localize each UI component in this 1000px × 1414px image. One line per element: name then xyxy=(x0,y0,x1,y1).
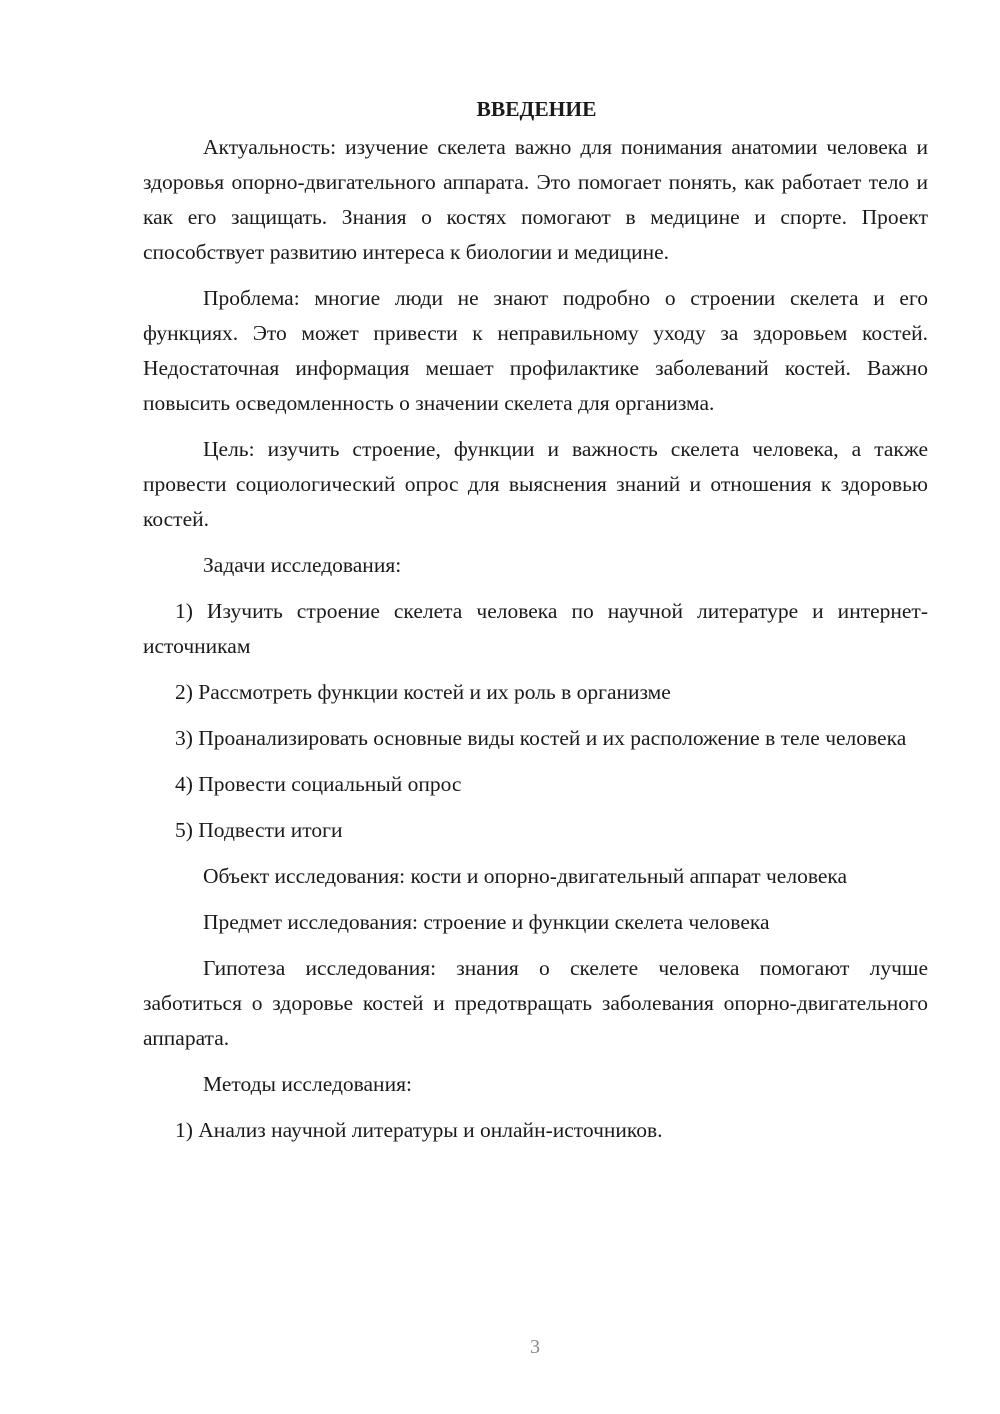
task-item-4: 4) Провести социальный опрос xyxy=(175,772,462,796)
section-title: ВВЕДЕНИЕ xyxy=(476,97,597,121)
research-subject: Предмет исследования: строение и функции скелета человека xyxy=(203,910,770,934)
task-item-1: 1) Изучить строение скелета человека по научной литературе и интернет-источникам xyxy=(143,599,928,658)
task-item-5: 5) Подвести итоги xyxy=(175,818,343,842)
task-item-2: 2) Рассмотреть функции костей и их роль в организме xyxy=(175,680,671,704)
page-number: 3 xyxy=(530,1336,540,1358)
paragraph-goal: Цель: изучить строение, функции и важность скелета человека, а также провести социологический опрос для выяснения знаний и отношения к здоровью костей. xyxy=(143,437,928,531)
methods-heading: Методы исследования: xyxy=(203,1072,412,1096)
tasks-heading: Задачи исследования: xyxy=(203,553,402,577)
paragraph-relevance: Актуальность: изучение скелета важно для понимания анатомии человека и здоровья опорно-двигательного аппарата. Это помогает понять, как работает тело и как его защищать. Знания о костях помогают в медицине и спорте. Проект способствует развитию интереса к биологии и медицине. xyxy=(143,135,928,264)
paragraph-problem: Проблема: многие люди не знают подробно о строении скелета и его функциях. Это может привести к неправильному уходу за здоровьем костей. Недостаточная информация мешает профилактике заболеваний костей. Важно повысить осведомленность о значении скелета для организма. xyxy=(143,286,928,415)
research-object: Объект исследования: кости и опорно-двигательный аппарат человека xyxy=(203,864,848,888)
method-item-1: 1) Анализ научной литературы и онлайн-источников. xyxy=(175,1118,663,1142)
research-hypothesis: Гипотеза исследования: знания о скелете человека помогают лучше заботиться о здоровье костей и предотвращать заболевания опорно-двигательного аппарата. xyxy=(143,956,928,1050)
task-item-3: 3) Проанализировать основные виды костей и их расположение в теле человека xyxy=(175,726,907,750)
page-content xyxy=(143,92,928,1159)
